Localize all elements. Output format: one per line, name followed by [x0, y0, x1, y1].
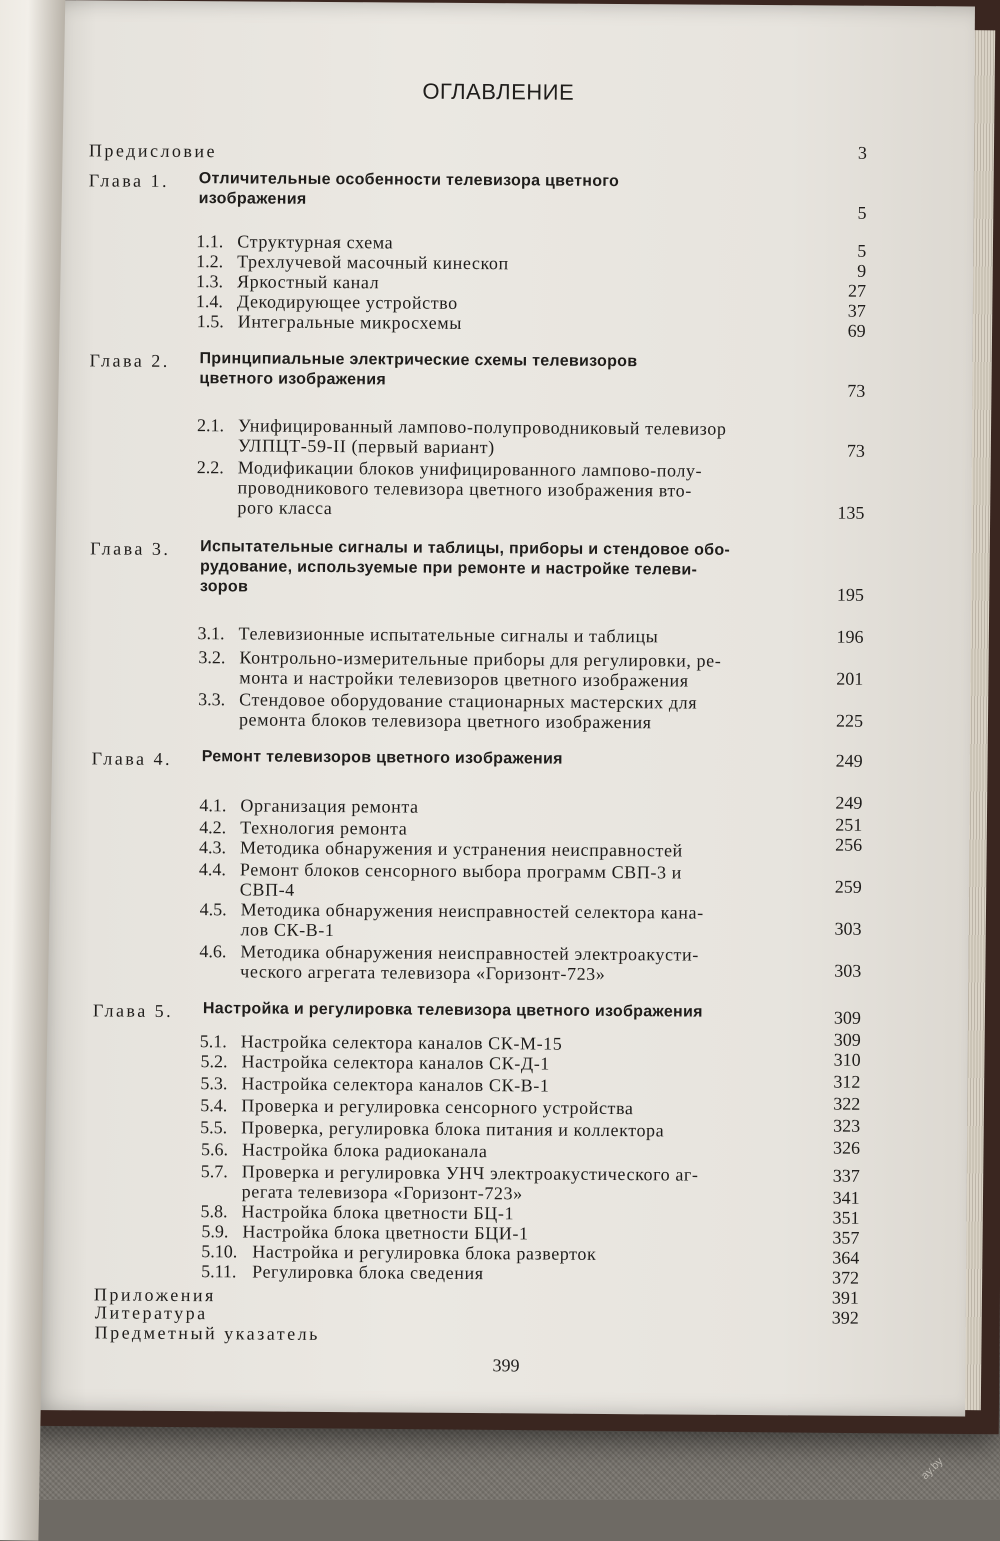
section-title-line: ческого агрегата телевизора «Горизонт-723»: [240, 961, 606, 984]
chapter-title-line: Настройка и регулировка телевизора цветного изображения: [202, 1000, 703, 1021]
toc-page-number: 259: [834, 876, 862, 897]
section-number: 5.3.: [200, 1073, 228, 1094]
section-number: 1.1.: [196, 231, 224, 252]
toc-page-number: 27: [847, 280, 867, 301]
section-title-line: Телевизионные испытательные сигналы и таблицы: [238, 623, 659, 647]
section-number: 1.5.: [196, 311, 224, 332]
toc-page-number: 310: [833, 1049, 861, 1070]
section-number: 1.4.: [195, 291, 223, 312]
section-title-line: Организация ремонта: [240, 795, 419, 817]
toc-entry-label: Литература: [94, 1302, 208, 1324]
chapter-title-line: цветного изображения: [199, 370, 387, 389]
chapter-number: Глава 4.: [91, 748, 173, 769]
section-title-line: Настройка и регулировка блока разверток: [252, 1241, 597, 1264]
section-title-line: Яркостный канал: [236, 271, 380, 293]
toc-page-number: 249: [835, 750, 863, 771]
toc-page-number: 392: [831, 1307, 859, 1328]
toc-page-number: 309: [833, 1007, 861, 1028]
chapter-number: Глава 1.: [88, 170, 170, 191]
section-title-line: проводникового телевизора цветного изображения вто-: [237, 477, 692, 501]
chapter-number: Глава 5.: [92, 1000, 174, 1021]
section-title-line: Настройка блока цветности БЦ-1: [241, 1201, 515, 1224]
chapter-number: Глава 3.: [90, 538, 171, 559]
section-title-line: Методика обнаружения и устранения неисправностей: [240, 837, 683, 861]
section-number: 5.5.: [200, 1117, 228, 1138]
section-title-line: Регулировка блока сведения: [252, 1261, 484, 1284]
watermark: ay.by: [919, 1455, 946, 1483]
toc-page-number: 73: [847, 380, 866, 401]
toc-page-number: 3: [857, 142, 868, 163]
toc-page-number: 322: [833, 1093, 861, 1114]
section-title-line: Настройка селектора каналов СК-Д-1: [241, 1051, 551, 1074]
section-number: 5.1.: [199, 1031, 227, 1052]
toc-page-number: 37: [847, 300, 866, 321]
toc-page-number: 341: [832, 1187, 860, 1208]
section-number: 1.3.: [195, 271, 224, 292]
chapter-title-line: Ремонт телевизоров цветного изображения: [201, 748, 563, 768]
section-number: 5.9.: [201, 1221, 229, 1242]
section-number: 4.6.: [199, 941, 227, 962]
section-title-line: Проверка и регулировка УНЧ электроакустического аг-: [241, 1161, 699, 1185]
section-number: 3.2.: [198, 647, 226, 668]
toc-page-number: 391: [831, 1287, 860, 1308]
toc-entry-label: Предисловие: [88, 140, 218, 162]
toc-page-number: 5: [857, 202, 867, 223]
section-title-line: Декодирующее устройство: [236, 291, 458, 313]
chapter-title-line: Отличительные особенности телевизора цветного: [198, 170, 620, 191]
toc-entry-label: Предметный указатель: [94, 1322, 320, 1344]
section-title-line: УЛПЦТ-59-II (первый вариант): [237, 435, 495, 458]
section-title-line: Проверка и регулировка сенсорного устройства: [241, 1095, 634, 1119]
section-number: 4.3.: [199, 837, 227, 858]
section-title-line: Контрольно-измерительные приборы для регулировки, ре-: [239, 647, 722, 671]
toc-page-number: 249: [835, 792, 863, 813]
page-title: ОГЛАВЛЕНИЕ: [422, 78, 575, 105]
section-title-line: Интегральные микросхемы: [237, 311, 463, 333]
section-title-line: Методика обнаружения неисправностей электроакусти-: [240, 941, 699, 965]
toc-page-number: 303: [834, 918, 862, 939]
toc-page-number: 323: [833, 1115, 861, 1136]
section-title-line: Ремонт блоков сенсорного выбора программ СВП-3 и: [239, 859, 683, 883]
toc-page-number: 351: [832, 1207, 860, 1228]
toc-page-number: 357: [832, 1227, 860, 1248]
section-title-line: Методика обнаружения неисправностей селектора кана-: [240, 899, 704, 923]
toc-page-number: 5: [857, 240, 867, 261]
toc-page-number: 73: [846, 440, 865, 461]
section-number: 5.7.: [200, 1161, 228, 1182]
section-title-line: Структурная схема: [237, 231, 394, 253]
book-page: [30, 0, 975, 1416]
section-title-line: ремонта блоков телевизора цветного изображения: [238, 709, 652, 733]
section-title-line: Стендовое оборудование стационарных мастерских для: [239, 689, 698, 713]
section-number: 5.11.: [201, 1261, 237, 1282]
section-title-line: Настройка селектора каналов СК-В-1: [241, 1073, 550, 1096]
section-number: 3.3.: [198, 689, 226, 710]
section-number: 2.2.: [196, 457, 224, 478]
section-number: 2.1.: [196, 415, 225, 436]
toc-page-number: 9: [857, 260, 867, 281]
toc-page-number: 201: [836, 668, 864, 689]
toc-page-number: 195: [836, 584, 864, 605]
section-number: 5.6.: [200, 1139, 229, 1160]
section-title-line: Технология ремонта: [240, 817, 408, 839]
section-number: 4.5.: [199, 899, 227, 920]
chapter-title-line: Испытательные сигналы и таблицы, приборы и стендовое обо-: [200, 538, 731, 559]
section-number: 4.2.: [199, 817, 227, 838]
chapter-title-line: зоров: [199, 578, 249, 596]
section-number: 5.4.: [200, 1095, 228, 1116]
toc-page-number: 251: [835, 814, 863, 835]
section-title-line: монта и настройки телевизоров цветного изображения: [239, 667, 689, 691]
section-title-line: Проверка, регулировка блока питания и коллектора: [241, 1117, 665, 1141]
toc-page-number: 372: [832, 1267, 860, 1288]
toc-page-number: 303: [834, 960, 862, 981]
section-title-line: лов СК-В-1: [240, 919, 335, 941]
section-number: 4.1.: [199, 795, 227, 816]
chapter-title-line: Принципиальные электрические схемы телевизоров: [199, 350, 638, 371]
section-number: 5.8.: [200, 1201, 228, 1222]
toc-page-number: 312: [833, 1071, 861, 1092]
section-title-line: Модификации блоков унифицированного лампово-полу-: [237, 457, 703, 481]
section-title-line: Настройка блока радиоканала: [241, 1139, 488, 1162]
toc-page-number: 225: [835, 710, 864, 731]
toc-page-number: 326: [832, 1137, 861, 1158]
toc-page-number: 364: [832, 1247, 860, 1268]
section-title-line: Трехлучевой масочный кинескоп: [237, 251, 509, 274]
section-title-line: Настройка блока цветности БЦИ-1: [242, 1221, 529, 1244]
section-title-line: СВП-4: [239, 879, 295, 900]
section-title-line: рого класса: [237, 497, 333, 519]
section-title-line: регата телевизора «Горизонт-723»: [241, 1181, 523, 1204]
section-number: 5.10.: [201, 1241, 238, 1262]
toc-page-number: 196: [836, 626, 864, 647]
toc-entry-label: Приложения: [93, 1284, 216, 1306]
section-number: 3.1.: [197, 623, 225, 644]
chapter-number: Глава 2.: [89, 350, 170, 371]
chapter-title-line: рудование, используемые при ремонте и настройке телеви-: [199, 558, 698, 579]
toc-page-number: 337: [832, 1165, 860, 1186]
section-number: 5.2.: [200, 1051, 228, 1072]
section-title-line: Настройка селектора каналов СК-М-15: [240, 1031, 563, 1054]
toc-page-number: 309: [833, 1029, 861, 1050]
toc-page-number: 256: [835, 834, 863, 855]
section-number: 4.4.: [198, 859, 227, 880]
section-number: 1.2.: [196, 251, 224, 272]
section-title-line: Унифицированный лампово-полупроводниковый телевизор: [237, 415, 727, 439]
chapter-title-line: изображения: [198, 190, 307, 208]
toc-page-number: 135: [837, 502, 865, 523]
page-number: 399: [492, 1355, 520, 1376]
toc-page-number: 69: [847, 320, 866, 341]
